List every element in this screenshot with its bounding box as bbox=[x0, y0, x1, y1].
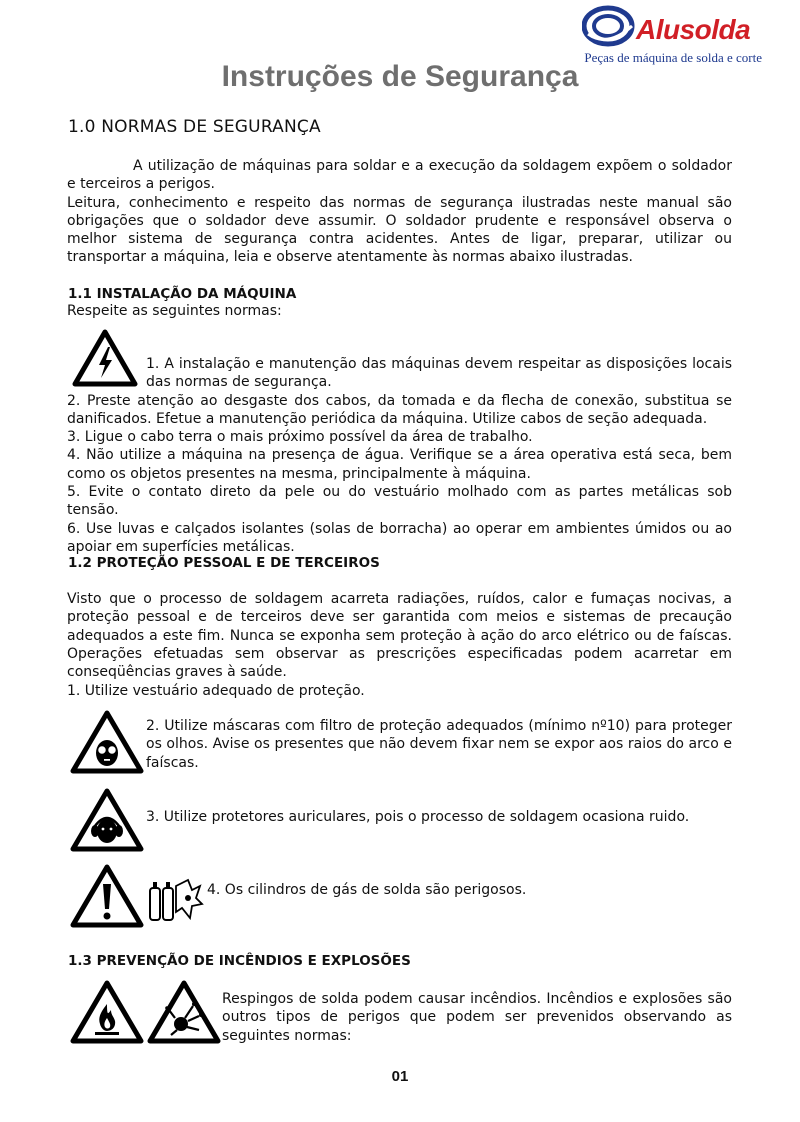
installation-item-4: 4. Não utilize a máquina na presença de água. Verifique se a área operativa está seca, bem como os objetos presentes na mesma, principalmente à máquina. bbox=[67, 447, 732, 482]
page-number: 01 bbox=[391, 1068, 409, 1085]
general-warning-icon bbox=[70, 864, 144, 928]
installation-item-1: 1. A instalação e manutenção das máquinas devem respeitar as disposições locais das normas de segurança. bbox=[146, 356, 732, 391]
section-1-0-paragraph-1: A utilização de máquinas para soldar e a execução da soldagem expõem o soldador e terceiros a perigos. bbox=[67, 158, 732, 193]
protection-item-2: 2. Utilize máscaras com filtro de proteção adequados (mínimo nº10) para proteger os olhos. Avise os presentes que não devem fixar nem se expor aos raios do arco e faíscas. bbox=[146, 718, 732, 771]
section-heading-1-3: 1.3 PREVENÇÃO DE INCÊNDIOS E EXPLOSÕES bbox=[68, 953, 411, 969]
eye-protection-warning-icon bbox=[70, 710, 144, 774]
section-1-0-body bbox=[67, 157, 732, 267]
alusolda-logo bbox=[580, 4, 780, 66]
section-1-0-paragraph-2: Leitura, conhecimento e respeito das normas de segurança ilustradas neste manual são obrigações que o soldador deve assumir. O soldador prudente e responsável observa o melhor sistema de segurança contra acidentes. Antes de ligar, preparar, utilizar ou transportar a máquina, leia e observe atentamente às normas abaixo ilustradas. bbox=[67, 194, 732, 266]
logo-tagline: Peças de máquina de solda e corte bbox=[584, 50, 762, 65]
explosion-warning-icon bbox=[147, 980, 221, 1044]
logo-swirl-icon bbox=[582, 4, 638, 48]
page-title: Instruções de Segurança bbox=[221, 60, 579, 93]
section-1-2-paragraph: Visto que o processo de soldagem acarreta radiações, ruídos, calor e fumaças nocivas, a proteção pessoal e de terceiros deve ser garantida com meios e sistemas de precaução adequados a este fim. Nunca se exponha sem proteção à ação do arco elétrico ou de faíscas. Operações efetuadas sem observar as prescrições especificadas podem acarretar em conseqüências graves à saúde. bbox=[67, 591, 732, 681]
installation-item-6: 6. Use luvas e calçados isolantes (solas de borracha) ao operar em ambientes úmidos ou ao apoiar em superfícies metálicas. bbox=[67, 520, 732, 555]
fire-warning-icon bbox=[70, 980, 144, 1044]
section-heading-1-2: 1.2 PROTEÇÃO PESSOAL E DE TERCEIROS bbox=[68, 555, 380, 571]
section-1-3-paragraph: Respingos de solda podem causar incêndios. Incêndios e explosões são outros tipos de perigos que podem ser prevenidos observando as seguintes normas: bbox=[222, 991, 732, 1044]
section-heading-1-0: 1.0 NORMAS DE SEGURANÇA bbox=[68, 117, 321, 137]
protection-item-3: 3. Utilize protetores auriculares, pois o processo de soldagem ocasiona ruido. bbox=[146, 809, 690, 825]
installation-item-2: 2. Preste atenção ao desgaste dos cabos, da tomada e da flecha de conexão, substitua se danificados. Efetue a manutenção periódica da máquina. Utilize cabos de seção adequada. bbox=[67, 392, 732, 427]
installation-item-3: 3. Ligue o cabo terra o mais próximo possível da área de trabalho. bbox=[67, 429, 533, 446]
section-1-1-intro: Respeite as seguintes normas: bbox=[67, 303, 282, 319]
section-1-1-items bbox=[67, 355, 732, 556]
logo-brand-name: Alusolda bbox=[636, 14, 751, 45]
installation-item-5: 5. Evite o contato direto da pele ou do vestuário molhado com as partes metálicas sob tensão. bbox=[67, 484, 732, 519]
gas-cylinder-icon bbox=[148, 876, 204, 922]
section-heading-1-1: 1.1 INSTALAÇÃO DA MÁQUINA bbox=[68, 286, 297, 302]
protection-item-1: 1. Utilize vestuário adequado de proteção. bbox=[67, 683, 365, 699]
protection-item-4: 4. Os cilindros de gás de solda são perigosos. bbox=[207, 882, 527, 898]
ear-protection-warning-icon bbox=[70, 788, 144, 852]
